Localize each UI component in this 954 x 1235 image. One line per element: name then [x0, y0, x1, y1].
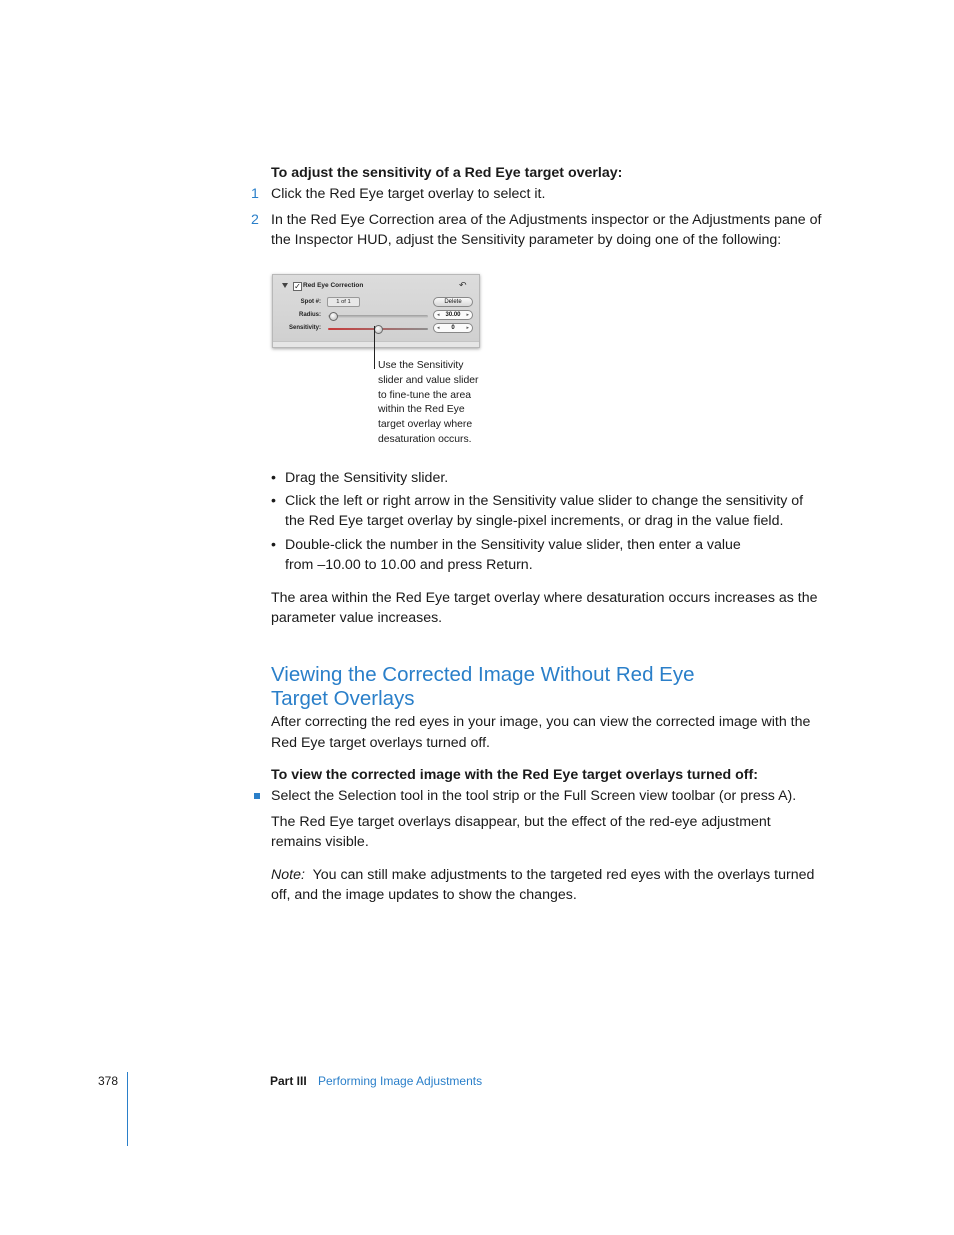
single-step-text: Select the Selection tool in the tool strip or the Full Screen view toolbar (or press A).	[271, 788, 797, 804]
callout-line: slider and value slider	[378, 374, 479, 386]
sensitivity-slider-thumb[interactable]	[374, 325, 383, 334]
spot-label: Spot #:	[300, 299, 321, 305]
task-heading-view: To view the corrected image with the Red Eye target overlays turned off:	[271, 767, 758, 783]
callout-line: Use the Sensitivity	[378, 360, 464, 371]
radius-label: Radius:	[298, 312, 321, 318]
step-2-text-line1: In the Red Eye Correction area of the Adjustments inspector or the Adjustments pane of	[271, 212, 822, 228]
sensitivity-left-arrow-icon[interactable]: ◂	[437, 325, 440, 331]
callout-leader-line	[374, 326, 375, 369]
bullet-glyph: •	[271, 493, 276, 509]
reset-arrow-icon[interactable]: ↶	[459, 280, 467, 290]
paragraph-line1: The area within the Red Eye target overlay where desaturation occurs increases as the	[271, 590, 818, 606]
disclosure-triangle-icon[interactable]	[282, 283, 288, 288]
bullet-glyph: •	[271, 470, 276, 486]
radius-slider-thumb[interactable]	[329, 312, 338, 321]
sensitivity-label: Sensitivity:	[288, 325, 321, 331]
step-1-text: Click the Red Eye target overlay to select it.	[271, 186, 546, 202]
callout-line: within the Red Eye	[378, 404, 465, 416]
radius-left-arrow-icon[interactable]: ◂	[437, 312, 440, 318]
panel-title: Red Eye Correction	[303, 282, 364, 289]
panel-next-section-edge	[273, 341, 479, 348]
bullet-2-text-line2: the Red Eye target overlay by single-pixel increments, or drag in the value field.	[285, 513, 784, 529]
intro-line1: After correcting the red eyes in your image, you can view the corrected image with the	[271, 714, 811, 730]
red-eye-checkbox[interactable]: ✓	[294, 282, 301, 291]
note-line1	[271, 865, 814, 885]
task-heading-sensitivity: To adjust the sensitivity of a Red Eye target overlay:	[271, 165, 623, 181]
result-line1: The Red Eye target overlays disappear, but the effect of the red-eye adjustment	[271, 814, 771, 830]
intro-line2: Red Eye target overlays turned off.	[271, 735, 490, 751]
footer-part: Part III	[270, 1074, 307, 1088]
sensitivity-right-arrow-icon[interactable]: ▸	[466, 325, 469, 331]
footer-rule	[127, 1072, 128, 1146]
bullet-2-text-line1: Click the left or right arrow in the Sensitivity value slider to change the sensitivity of	[285, 493, 804, 509]
radius-right-arrow-icon[interactable]: ▸	[466, 312, 469, 318]
note-label: Note:	[271, 867, 305, 883]
page-number: 378	[98, 1074, 119, 1088]
result-line2: remains visible.	[271, 834, 369, 850]
bullet-glyph: •	[271, 537, 276, 553]
bullet-1-text: Drag the Sensitivity slider.	[285, 470, 449, 486]
section-heading-line2: Target Overlays	[271, 687, 415, 710]
callout-line: to fine-tune the area	[378, 389, 472, 401]
spot-popup[interactable]: 1 of 1	[327, 297, 360, 307]
note-line2: off, and the image updates to show the changes.	[271, 887, 577, 903]
red-eye-correction-panel	[272, 274, 480, 348]
step-number-2: 2	[251, 212, 259, 228]
sensitivity-value[interactable]: 0	[451, 325, 455, 331]
callout-line: desaturation occurs.	[378, 433, 472, 445]
sensitivity-value-slider[interactable]	[433, 323, 473, 333]
bullet-3-text-line2: from –10.00 to 10.00 and press Return.	[285, 557, 533, 573]
delete-button[interactable]: Delete	[433, 297, 473, 307]
callout-text	[378, 359, 479, 448]
square-bullet-icon	[254, 793, 260, 799]
callout-line: target overlay where	[378, 419, 473, 431]
step-2-text-line2: the Inspector HUD, adjust the Sensitivity parameter by doing one of the following:	[271, 232, 782, 248]
radius-value[interactable]: 30.00	[445, 312, 461, 318]
step-number-1: 1	[251, 186, 259, 202]
radius-slider-track[interactable]	[328, 315, 428, 318]
footer-chapter-link[interactable]: Performing Image Adjustments	[318, 1074, 483, 1088]
radius-value-slider[interactable]	[433, 310, 473, 320]
bullet-3-text-line1: Double-click the number in the Sensitivity value slider, then enter a value	[285, 537, 741, 553]
paragraph-line2: parameter value increases.	[271, 610, 443, 626]
note-text: You can still make adjustments to the targeted red eyes with the overlays turned	[312, 867, 815, 883]
section-heading-line1: Viewing the Corrected Image Without Red Eye	[271, 663, 695, 686]
